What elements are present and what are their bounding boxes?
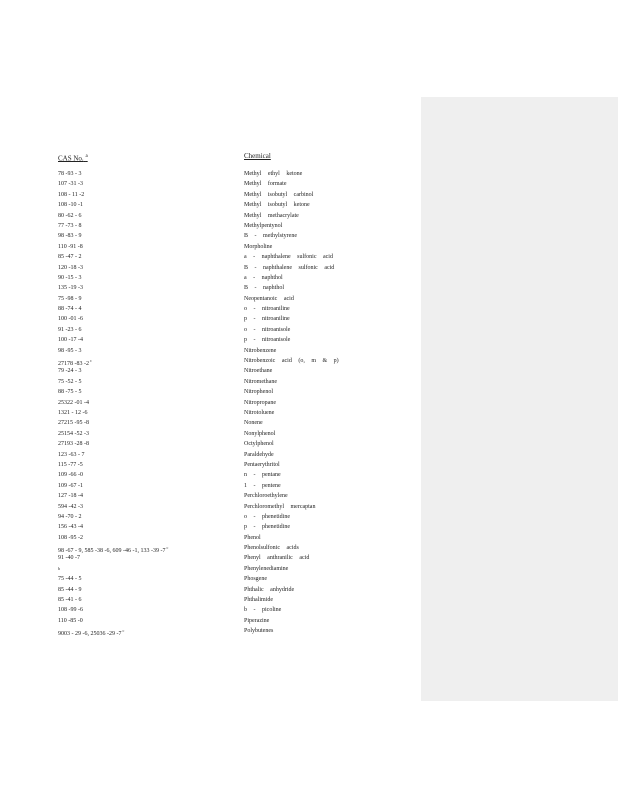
cas-number [58,242,83,252]
cas-footnote: c [89,358,92,364]
cas-number-text: 135 -19 -3 [58,285,83,292]
chemical-name: Methyl isobutyl ketone [244,202,310,209]
table-row [58,439,418,449]
table-row [58,491,418,501]
cas-number-text: 9003 - 29 -6, 25036 -29 -7 [58,631,122,638]
cas-number-text: 91 -40 -7 [58,555,80,562]
cas-number-text: 91 -23 - 6 [58,326,82,333]
table-row [58,242,418,252]
cas-number [58,553,80,563]
table-row [58,314,418,324]
chemical-name: B - naphthalene sulfonic acid [244,264,335,271]
table-row [58,211,418,221]
table-row [58,470,418,480]
chemical-name: Phthalic anhydride [244,586,295,593]
table-row [58,408,418,418]
chemical-name: Methyl ethyl ketone [244,171,303,177]
cas-number-text: 98 -95 - 3 [58,347,82,354]
table-row [58,616,418,626]
chemical-name: o - phenetidine [244,513,290,520]
cas-number-text: 108 -10 -1 [58,202,83,209]
chemical-name: n - pentane [244,472,281,479]
chemical-name: Nitroethane [244,368,273,375]
table-row [58,377,418,387]
table-row [58,626,418,636]
chemical-name: Methylpentynol [244,222,283,229]
table-row [58,512,418,522]
table-row [58,231,418,241]
table-row [58,398,418,408]
table-row [58,553,418,563]
chemical-name: a - naphthalene sulfonic acid [244,254,333,261]
cas-number-text: 88 -75 - 5 [58,389,82,396]
chemical-name: B - naphthol [244,285,284,292]
table-row [58,595,418,605]
cas-number-text: 85 -44 - 9 [58,586,82,593]
table-row [58,221,418,231]
chemical-name: Phenyl anthranilic acid [244,555,310,562]
cas-number-text: 594 -42 -3 [58,503,83,510]
cas-number [58,533,83,543]
cas-number [58,595,82,605]
cas-number-text: 120 -18 -3 [58,264,83,271]
cas-number-text: 88 -74 - 4 [58,306,82,313]
cas-number [58,252,82,262]
chemical-column-header: Chemical [244,152,271,160]
chemical-name: Nitrotoluene [244,409,275,416]
table-row [58,263,418,273]
cas-number [58,283,83,293]
cas-number-text: 78 -93 - 3 [58,171,82,177]
cas-header-footnote: a [85,154,88,159]
chemical-name: a - naphthol [244,274,283,281]
cas-number [58,377,82,387]
cas-number-text: 85 -41 - 6 [58,597,82,604]
table-row [58,304,418,314]
cas-number-text: 115 -77 -5 [58,461,83,468]
chemical-name: Phthalimide [244,597,273,604]
cas-number [58,450,85,460]
cas-number-text: 85 -47 - 2 [58,254,82,261]
chemical-name: Nonene [244,420,263,427]
cas-number-text: 109 -66 -0 [58,472,83,479]
table-row [58,325,418,335]
chemical-name: Phosgene [244,576,267,583]
table-row [58,418,418,428]
table-row [58,543,418,553]
table-row [58,522,418,532]
cas-number-text: 25154 -52 -3 [58,430,89,437]
cas-number-text: 90 -15 - 3 [58,274,82,281]
chemical-name: Nonylphenol [244,430,276,437]
chemical-name: p - nitroanisole [244,337,291,344]
chemical-name: Methyl formate [244,181,287,188]
cas-number [58,231,82,241]
cas-number [58,263,83,273]
cas-number [58,418,89,428]
cas-number [58,335,83,345]
cas-number [58,366,82,376]
cas-number-text: 27215 -95 -8 [58,420,89,427]
cas-number-text: 25322 -01 -4 [58,399,89,406]
cas-number-text: 100 -17 -4 [58,337,83,344]
chemical-name: Methyl isobutyl carbinol [244,191,314,198]
cas-number [58,221,82,231]
cas-number [58,325,82,335]
chemical-name: Pentaerythritol [244,461,280,468]
table-row [58,585,418,595]
chemical-name: Perchloromethyl mercaptan [244,503,316,510]
cas-number-text: 98 -67 - 9, 585 -38 -6, 609 -46 -1, 133 -39 -7 [58,548,166,555]
table-row [58,564,418,574]
chemical-name: Nitrophenol [244,389,273,396]
cas-number [58,439,89,449]
cas-number [58,522,83,532]
cas-number-text: 107 -31 -3 [58,181,83,188]
cas-number [58,346,82,356]
cas-number [58,491,83,501]
chemical-name: p - nitroaniline [244,316,290,323]
table-row [58,356,418,366]
chemical-name: 1 - pentene [244,482,281,489]
chemical-name: Methyl methacrylate [244,212,299,219]
cas-number [58,294,82,304]
chemical-name: Polybutenes [244,628,274,635]
chemical-name: Octylphenol [244,441,274,448]
chemical-name: B - methylstyrene [244,233,297,240]
cas-number [58,273,82,283]
table-row [58,574,418,584]
cas-number [58,585,82,595]
cas-number [58,304,82,314]
cas-number-text: 110 -91 -8 [58,243,83,250]
chemical-name: Neopentanoic acid [244,295,294,302]
table-row [58,460,418,470]
cas-footnote: c [121,628,125,634]
cas-number-text: 75 -44 - 5 [58,576,82,583]
chemical-table [58,169,418,637]
cas-number [58,481,83,491]
table-row [58,179,418,189]
table-row [58,533,418,543]
cas-number-text: 75 -98 - 9 [58,295,82,302]
cas-number-text: 75 -52 - 5 [58,378,82,385]
cas-footnote: b [58,565,60,571]
chemical-name: Piperazine [244,617,270,624]
cas-number-text: 94 -70 - 2 [58,513,82,520]
table-row [58,502,418,512]
chemical-name: Nitropropane [244,399,276,406]
cas-number-text: 108 -99 -6 [58,607,83,614]
table-row [58,190,418,200]
cas-number [58,574,82,584]
cas-number [58,429,89,439]
cas-number-text: 110 -85 -0 [58,617,83,624]
table-row [58,366,418,376]
cas-number-text: 108 - 11 -2 [58,191,85,198]
chemical-name: Nitromethane [244,378,277,385]
cas-footnote: c [165,545,169,551]
table-row [58,481,418,491]
cas-number-text: 108 -95 -2 [58,534,83,541]
cas-number [58,502,83,512]
cas-number-text: 27178 -83 -2 [58,361,89,368]
cas-number [58,211,82,221]
table-row [58,294,418,304]
cas-number-text: 109 -67 -1 [58,482,83,489]
cas-number [58,512,82,522]
cas-number [58,387,82,397]
chemical-name: o - nitroanisole [244,326,291,333]
table-row [58,252,418,262]
chemical-name: Perchloroethylene [244,493,288,500]
cas-number-text: 98 -83 - 9 [58,233,82,240]
cas-number [58,200,83,210]
cas-number-text: 80 -62 - 6 [58,212,82,219]
table-row [58,200,418,210]
cas-number-text: 100 -01 -6 [58,316,83,323]
comment-sidebar [421,97,618,701]
cas-number [58,470,83,480]
cas-number [58,169,82,179]
cas-column-header: CAS No. $^a$ [58,154,88,163]
table-row [58,429,418,439]
cas-number [58,605,83,615]
cas-number [58,314,83,324]
chemical-name: Phenolsulfonic acids [244,545,299,552]
cas-number-text: 127 -18 -4 [58,493,83,500]
table-row [58,169,418,179]
chemical-name: p - phenetidine [244,524,290,531]
cas-number-text: 27193 -28 -8 [58,441,89,448]
table-row [58,283,418,293]
chemical-name: o - nitroaniline [244,306,290,313]
cas-number-text: 79 -24 - 3 [58,368,82,375]
cas-number [58,408,88,418]
chemical-name: Nitrobenzoic acid (o, m & p) [244,358,339,365]
chemical-name: Nitrobenzene [244,347,277,354]
cas-number [58,460,83,470]
cas-number-text: 156 -43 -4 [58,524,83,531]
cas-number-text: 1321 - 12 -6 [58,409,88,416]
table-row [58,387,418,397]
chemical-name: Phenylenediamine [244,565,289,572]
cas-number-text: 123 -63 - 7 [58,451,85,458]
cas-number [58,616,83,626]
cas-number [58,179,83,189]
table-row [58,450,418,460]
chemical-name: Paraldehyde [244,451,274,458]
chemical-name: b - picoline [244,607,282,614]
chemical-name: Morpholine [244,243,273,250]
cas-number [58,626,124,639]
table-row [58,605,418,615]
table-row [58,273,418,283]
cas-number [58,398,89,408]
table-row [58,335,418,345]
cas-number-text: 77 -73 - 8 [58,222,82,229]
chemical-name: Phenol [244,534,261,541]
cas-number [58,190,84,200]
table-row [58,346,418,356]
